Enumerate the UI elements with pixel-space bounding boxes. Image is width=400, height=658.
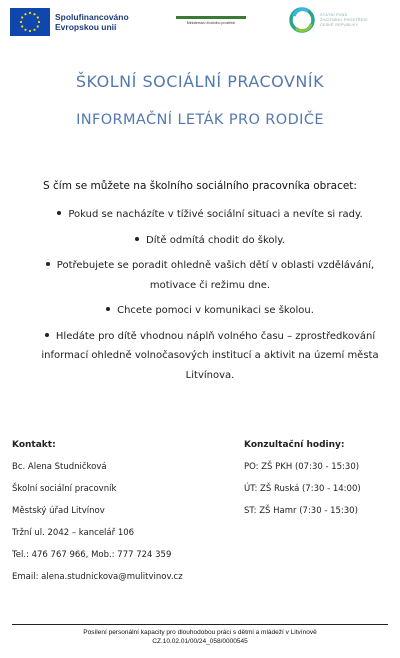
bullet-icon <box>46 262 50 266</box>
eu-star <box>20 21 22 23</box>
hours-row: PO: ZŠ PKH (07:30 - 15:30) <box>244 462 360 472</box>
contact-role: Školní sociální pracovník <box>12 484 117 494</box>
eu-star <box>29 12 31 14</box>
contact-office: Městský úřad Litvínov <box>12 506 105 516</box>
intro-heading: S čím se můžete na školního sociálního pracovníka obracet: <box>43 180 357 192</box>
list-item-text: Potřebujete se poradit ohledně vašich dětí v oblasti vzdělávání, motivace či režimu dne. <box>56 260 375 291</box>
hours-row: ST: ZŠ Hamr (7:30 - 15:30) <box>244 506 358 516</box>
footer-project-name: Posílení personální kapacity pro dlouhodobou práci s dětmi a mládeží v Litvínově <box>83 629 317 636</box>
list-item <box>30 301 382 321</box>
eu-star <box>29 30 31 32</box>
list-item-text: Pokud se nacházíte v tíživé sociální situaci a nevíte si rady. <box>68 209 363 220</box>
list-item-text: Hledáte pro dítě vhodnou náplň volného času – zprostředkování informací ohledně volnočasových institucí a aktivit na území města Litvínova. <box>41 330 379 381</box>
ministry-logo-bar <box>176 16 246 19</box>
footer-divider <box>12 624 388 625</box>
eu-star <box>24 13 26 15</box>
list-item <box>30 256 382 295</box>
list-item <box>30 327 382 386</box>
contact-name: Bc. Alena Studničková <box>12 462 107 472</box>
list-item-text: Dítě odmítá chodit do školy. <box>146 234 285 246</box>
contact-heading: Kontakt: <box>12 440 56 450</box>
ministry-logo <box>176 16 246 25</box>
contact-section <box>12 440 232 593</box>
page-title: ŠKOLNÍ SOCIÁLNÍ PRACOVNÍK <box>75 72 325 91</box>
eu-star <box>21 25 23 27</box>
sfzp-logo <box>288 6 368 34</box>
eu-star <box>33 29 35 31</box>
ministry-logo-text: Ministerstvo životního prostředí <box>186 21 236 25</box>
bullet-icon <box>106 307 110 311</box>
list-item <box>30 205 382 225</box>
sfzp-text <box>320 13 368 28</box>
hours-row: ÚT: ZŠ Ruská (7:30 - 14:00) <box>244 484 361 494</box>
bullet-icon <box>45 333 49 337</box>
eu-star <box>38 21 40 23</box>
list-item <box>30 231 382 251</box>
reasons-list <box>30 205 382 391</box>
page-subtitle: INFORMAČNÍ LETÁK PRO RODIČE <box>76 112 324 128</box>
bullet-icon <box>135 237 139 241</box>
eu-logo <box>10 8 129 36</box>
sfzp-text-line2: ŽIVOTNÍHO PROSTŘEDÍ <box>320 17 368 22</box>
eu-text-line2: Evropskou unií <box>55 22 117 32</box>
contact-phone: Tel.: 476 767 966, Mob.: 777 724 359 <box>12 550 172 560</box>
sfzp-text-line3: ČESKÉ REPUBLIKY <box>320 22 359 27</box>
logo-strip <box>10 6 390 40</box>
footer <box>0 628 400 646</box>
consultation-hours-section <box>244 440 394 527</box>
footer-project-code: CZ.10.02.01/00/24_058/0000545 <box>152 638 248 645</box>
bullet-icon <box>57 211 61 215</box>
eu-star <box>21 16 23 18</box>
list-item-text: Chcete pomoci v komunikaci se školou. <box>117 305 314 316</box>
contact-address: Tržní ul. 2042 – kancelář 106 <box>12 528 135 538</box>
eu-flag-icon <box>10 8 50 36</box>
sfzp-text-line1: STÁTNÍ FOND <box>320 12 348 17</box>
hours-heading: Konzultační hodiny: <box>244 440 345 450</box>
eu-star <box>33 13 35 15</box>
eu-star <box>37 16 39 18</box>
contact-email: Email: alena.studnickova@mulitvinov.cz <box>12 572 183 582</box>
eu-star <box>37 25 39 27</box>
eu-cofinance-text <box>55 12 129 32</box>
eu-star <box>24 29 26 31</box>
eu-text-line1: Spolufinancováno <box>55 12 129 22</box>
sfzp-circle-icon <box>288 6 316 34</box>
